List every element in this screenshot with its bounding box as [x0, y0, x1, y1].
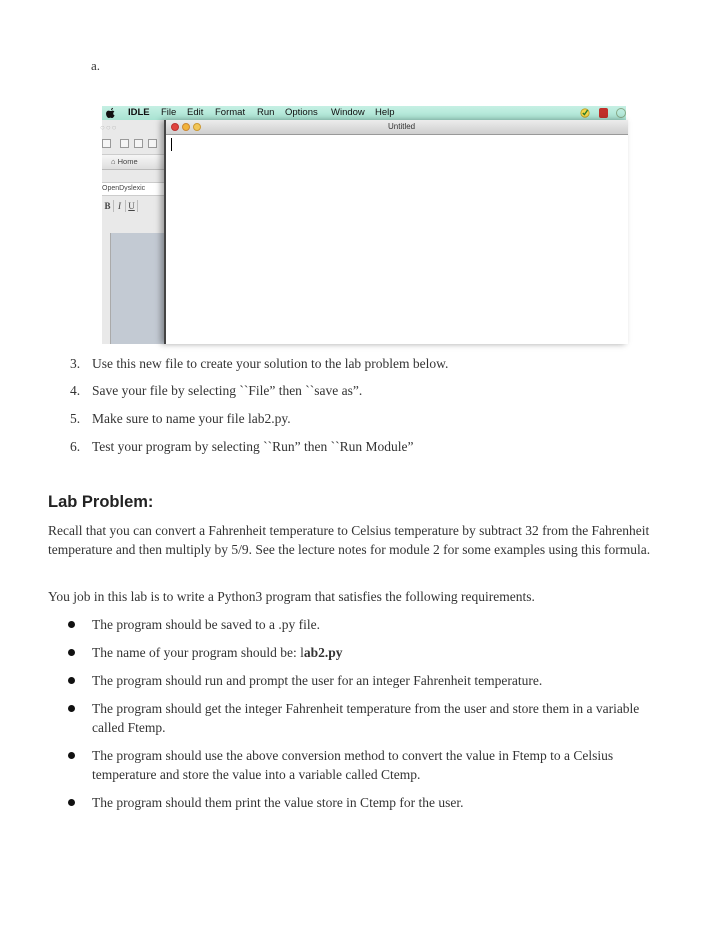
menu-edit[interactable]: Edit: [187, 107, 204, 118]
bold-button[interactable]: B: [102, 200, 114, 212]
bullet-icon: [68, 705, 75, 712]
sync-tray-icon[interactable]: [616, 108, 626, 118]
new-doc-icon[interactable]: [102, 139, 111, 148]
open-icon[interactable]: [134, 139, 143, 148]
checkmark-tray-icon[interactable]: [580, 107, 590, 118]
bullet-icon: [68, 752, 75, 759]
step-number: 5.: [70, 411, 81, 426]
idle-editor-window: [164, 120, 628, 344]
minimize-window-icon[interactable]: [182, 123, 190, 131]
idle-titlebar: [166, 120, 628, 135]
requirement-text: The program should them print the value store in Ctemp for the user.: [92, 795, 464, 810]
intro-paragraph: Recall that you can convert a Fahrenheit temperature to Celsius temperature by subtract 32 from the Fahrenheit temperature and then multiply by 5/9. See the lecture notes for module 2 for some examples using this formula.: [48, 523, 651, 557]
menu-file[interactable]: File: [161, 107, 177, 118]
app-tray-icon[interactable]: [599, 108, 608, 118]
underline-button[interactable]: U: [126, 200, 138, 212]
requirement-text-prefix: The name of your program should be: l: [92, 645, 304, 660]
program-filename: ab2.py: [303, 645, 343, 660]
menu-idle[interactable]: IDLE: [128, 107, 150, 118]
font-name-field[interactable]: OpenDyslexic: [102, 182, 164, 196]
section-heading: Lab Problem:: [48, 493, 154, 511]
step-number: 3.: [70, 356, 81, 371]
close-window-icon[interactable]: [171, 123, 179, 131]
requirement-text: The program should use the above conversion method to convert the value in Ftemp to a Celsius temperature and store the value into a variable called Ctemp.: [92, 748, 614, 782]
requirement-text: [92, 643, 652, 662]
save-icon[interactable]: [148, 139, 157, 148]
bullet-icon: [68, 649, 75, 656]
text-cursor: [171, 138, 172, 151]
requirement-text: The program should run and prompt the user for an integer Fahrenheit temperature.: [92, 673, 543, 688]
menu-help[interactable]: Help: [375, 107, 395, 118]
bullet-icon: [68, 621, 75, 628]
word-ribbon-tabs: [102, 154, 164, 170]
menu-window[interactable]: Window: [331, 107, 365, 118]
template-icon[interactable]: [120, 139, 129, 148]
step-text: Save your file by selecting ``File” then ``save as”.: [92, 383, 363, 398]
step-number: 4.: [70, 383, 81, 398]
menu-format[interactable]: Format: [215, 107, 246, 118]
document-page-preview: [110, 233, 165, 344]
home-tab-label: Home: [117, 157, 138, 166]
word-toolbar: [102, 137, 164, 151]
step-text: Make sure to name your file lab2.py.: [92, 411, 291, 426]
window-controls-icon: ○○○: [100, 123, 118, 132]
sub-item-label: a.: [91, 58, 101, 73]
bullet-icon: [68, 799, 75, 806]
idle-screenshot: [102, 106, 626, 344]
step-text: Use this new file to create your solution to the lab problem below.: [92, 356, 449, 371]
window-title: Untitled: [388, 122, 416, 131]
task-paragraph: You job in this lab is to write a Python3 program that satisfies the following requirements.: [48, 589, 535, 604]
menu-run[interactable]: Run: [257, 107, 275, 118]
tab-home[interactable]: ⌂ Home: [111, 157, 138, 166]
step-text: Test your program by selecting ``Run” then ``Run Module”: [92, 439, 414, 454]
requirement-text: The program should be saved to a .py file.: [92, 617, 320, 632]
apple-icon: [106, 108, 116, 118]
requirement-text: The program should get the integer Fahrenheit temperature from the user and store them in a variable called Ftemp.: [92, 701, 640, 735]
step-number: 6.: [70, 439, 81, 454]
mac-menubar: [102, 106, 626, 120]
bullet-icon: [68, 677, 75, 684]
word-processor-window: [102, 120, 164, 344]
format-buttons: [102, 200, 164, 212]
italic-button[interactable]: I: [114, 200, 126, 212]
maximize-window-icon[interactable]: [193, 123, 201, 131]
menu-options[interactable]: Options: [285, 107, 318, 118]
